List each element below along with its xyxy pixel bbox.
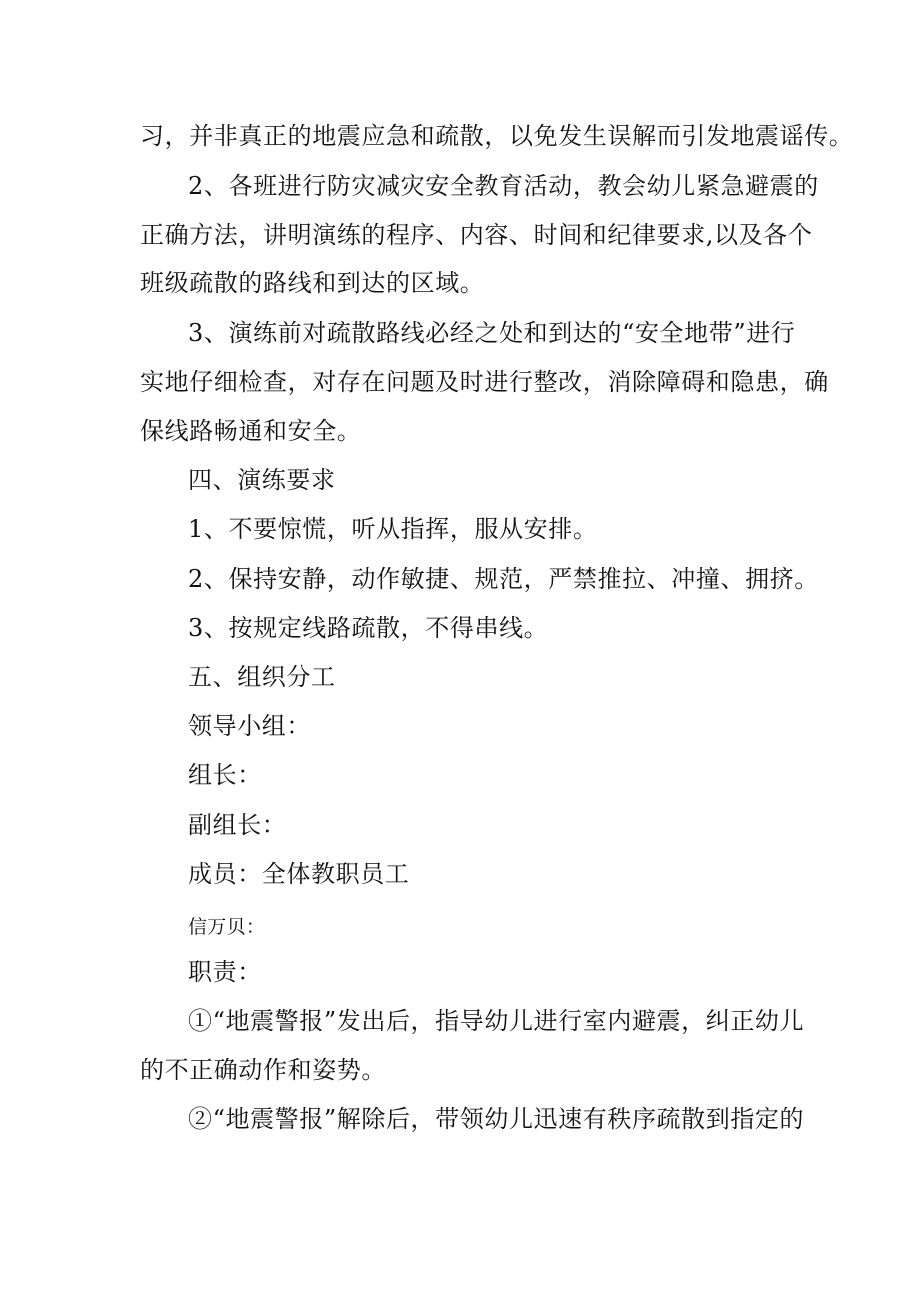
paragraph-line-3: 正确方法，讲明演练的程序、内容、时间和纪律要求,以及各个	[140, 221, 813, 249]
paragraph-line-7: 保线路畅通和安全。	[140, 417, 362, 445]
duty-item-1-continuation: 的不正确动作和姿势。	[140, 1056, 386, 1084]
small-label-line: 信万贝：	[188, 916, 266, 938]
duty-item-1: ①“地震警报”发出后，指导幼儿进行室内避震，纠正幼儿	[188, 1007, 805, 1035]
paragraph-line-4: 班级疏散的路线和到达的区域。	[140, 269, 485, 297]
paragraph-line-5: 3、演练前对疏散路线必经之处和到达的“安全地带”进行	[188, 319, 796, 347]
requirement-item-1: 1、不要惊慌，听从指挥，服从安排。	[188, 515, 598, 543]
duties-label: 职责：	[188, 958, 262, 986]
requirement-item-3: 3、按规定线路疏散，不得串线。	[188, 614, 549, 642]
members-line: 成员：全体教职员工	[188, 860, 410, 888]
leadership-group-label: 领导小组：	[188, 712, 311, 740]
paragraph-line-2: 2、各班进行防灾减灾安全教育活动，教会幼儿紧急避震的	[188, 172, 819, 200]
section-heading-4: 四、演练要求	[188, 466, 336, 494]
deputy-leader-label: 副组长：	[188, 811, 287, 839]
group-leader-label: 组长：	[188, 761, 262, 789]
duty-item-2: ②“地震警报”解除后，带领幼儿迅速有秩序疏散到指定的	[188, 1105, 805, 1133]
requirement-item-2: 2、保持安静，动作敏捷、规范，严禁推拉、冲撞、拥挤。	[188, 565, 819, 593]
paragraph-line-1: 习，并非真正的地震应急和疏散，以免发生误解而引发地震谣传。	[140, 122, 854, 150]
paragraph-line-6: 实地仔细检查，对存在问题及时进行整改，消除障碍和隐患，确	[140, 368, 829, 396]
section-heading-5: 五、组织分工	[188, 663, 336, 691]
